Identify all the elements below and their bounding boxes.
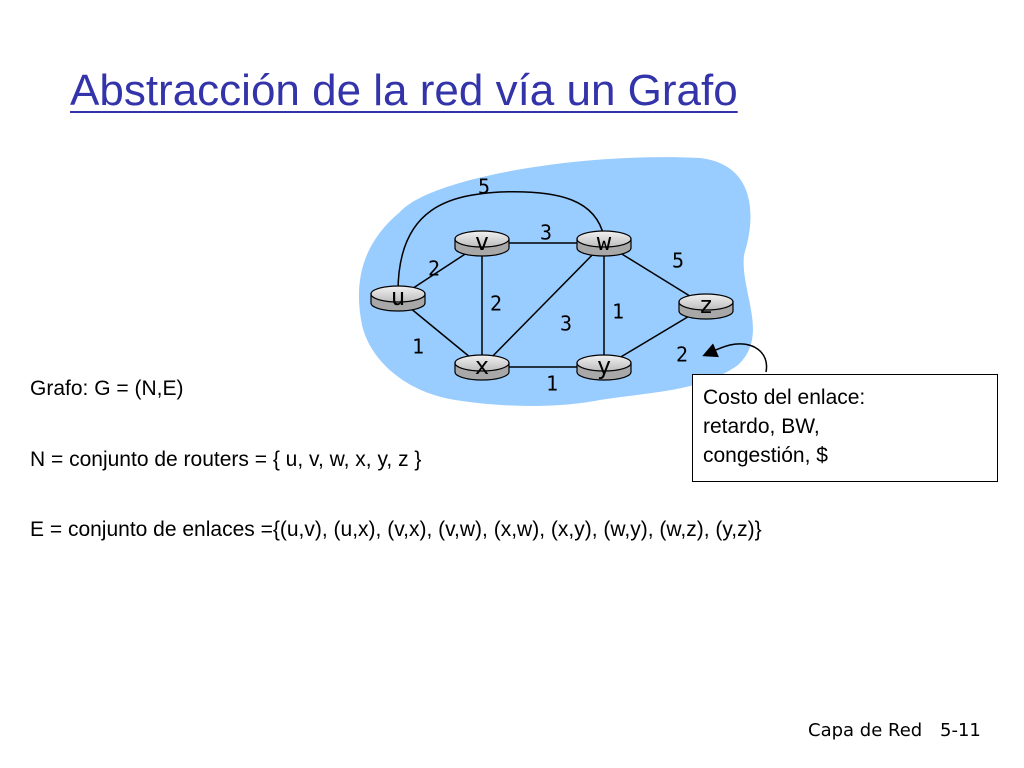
edge-cost-x-y: 1 bbox=[545, 371, 559, 396]
router-label-z: z bbox=[698, 291, 714, 319]
router-label-x: x bbox=[474, 352, 490, 380]
router-label-w: w bbox=[596, 228, 612, 256]
edge-cost-w-y: 1 bbox=[611, 299, 625, 324]
slide-title: Abstracción de la red vía un Grafo bbox=[70, 66, 738, 115]
router-label-v: v bbox=[474, 228, 490, 256]
network-cloud bbox=[359, 157, 753, 406]
callout-line-2: retardo, BW, bbox=[703, 415, 820, 438]
edge-cost-u-x: 1 bbox=[411, 334, 425, 359]
link-cost-callout bbox=[692, 374, 998, 482]
footer-page-number: 5-11 bbox=[940, 720, 981, 741]
edge-cost-v-x: 2 bbox=[489, 291, 503, 316]
edge-cost-x-w: 3 bbox=[559, 311, 573, 336]
callout-line-1: Costo del enlace: bbox=[703, 386, 866, 409]
edge-cost-u-w: 5 bbox=[477, 174, 491, 199]
edge-cost-v-w: 3 bbox=[539, 220, 553, 245]
router-label-y: y bbox=[596, 352, 612, 380]
callout-line-3: congestión, $ bbox=[703, 444, 828, 467]
nodes-definition: N = conjunto de routers = { u, v, w, x, y, z } bbox=[30, 448, 422, 471]
edge-cost-w-z: 5 bbox=[671, 248, 685, 273]
edges-definition: E = conjunto de enlaces ={(u,v), (u,x), (v,x), (v,w), (x,w), (x,y), (w,y), (w,z), (y,z)} bbox=[30, 518, 762, 541]
router-label-u: u bbox=[390, 283, 406, 311]
footer-chapter: Capa de Red bbox=[808, 720, 923, 741]
graph-definition: Grafo: G = (N,E) bbox=[30, 377, 184, 400]
edge-cost-y-z: 2 bbox=[675, 342, 689, 367]
edge-cost-u-v: 2 bbox=[427, 256, 441, 281]
